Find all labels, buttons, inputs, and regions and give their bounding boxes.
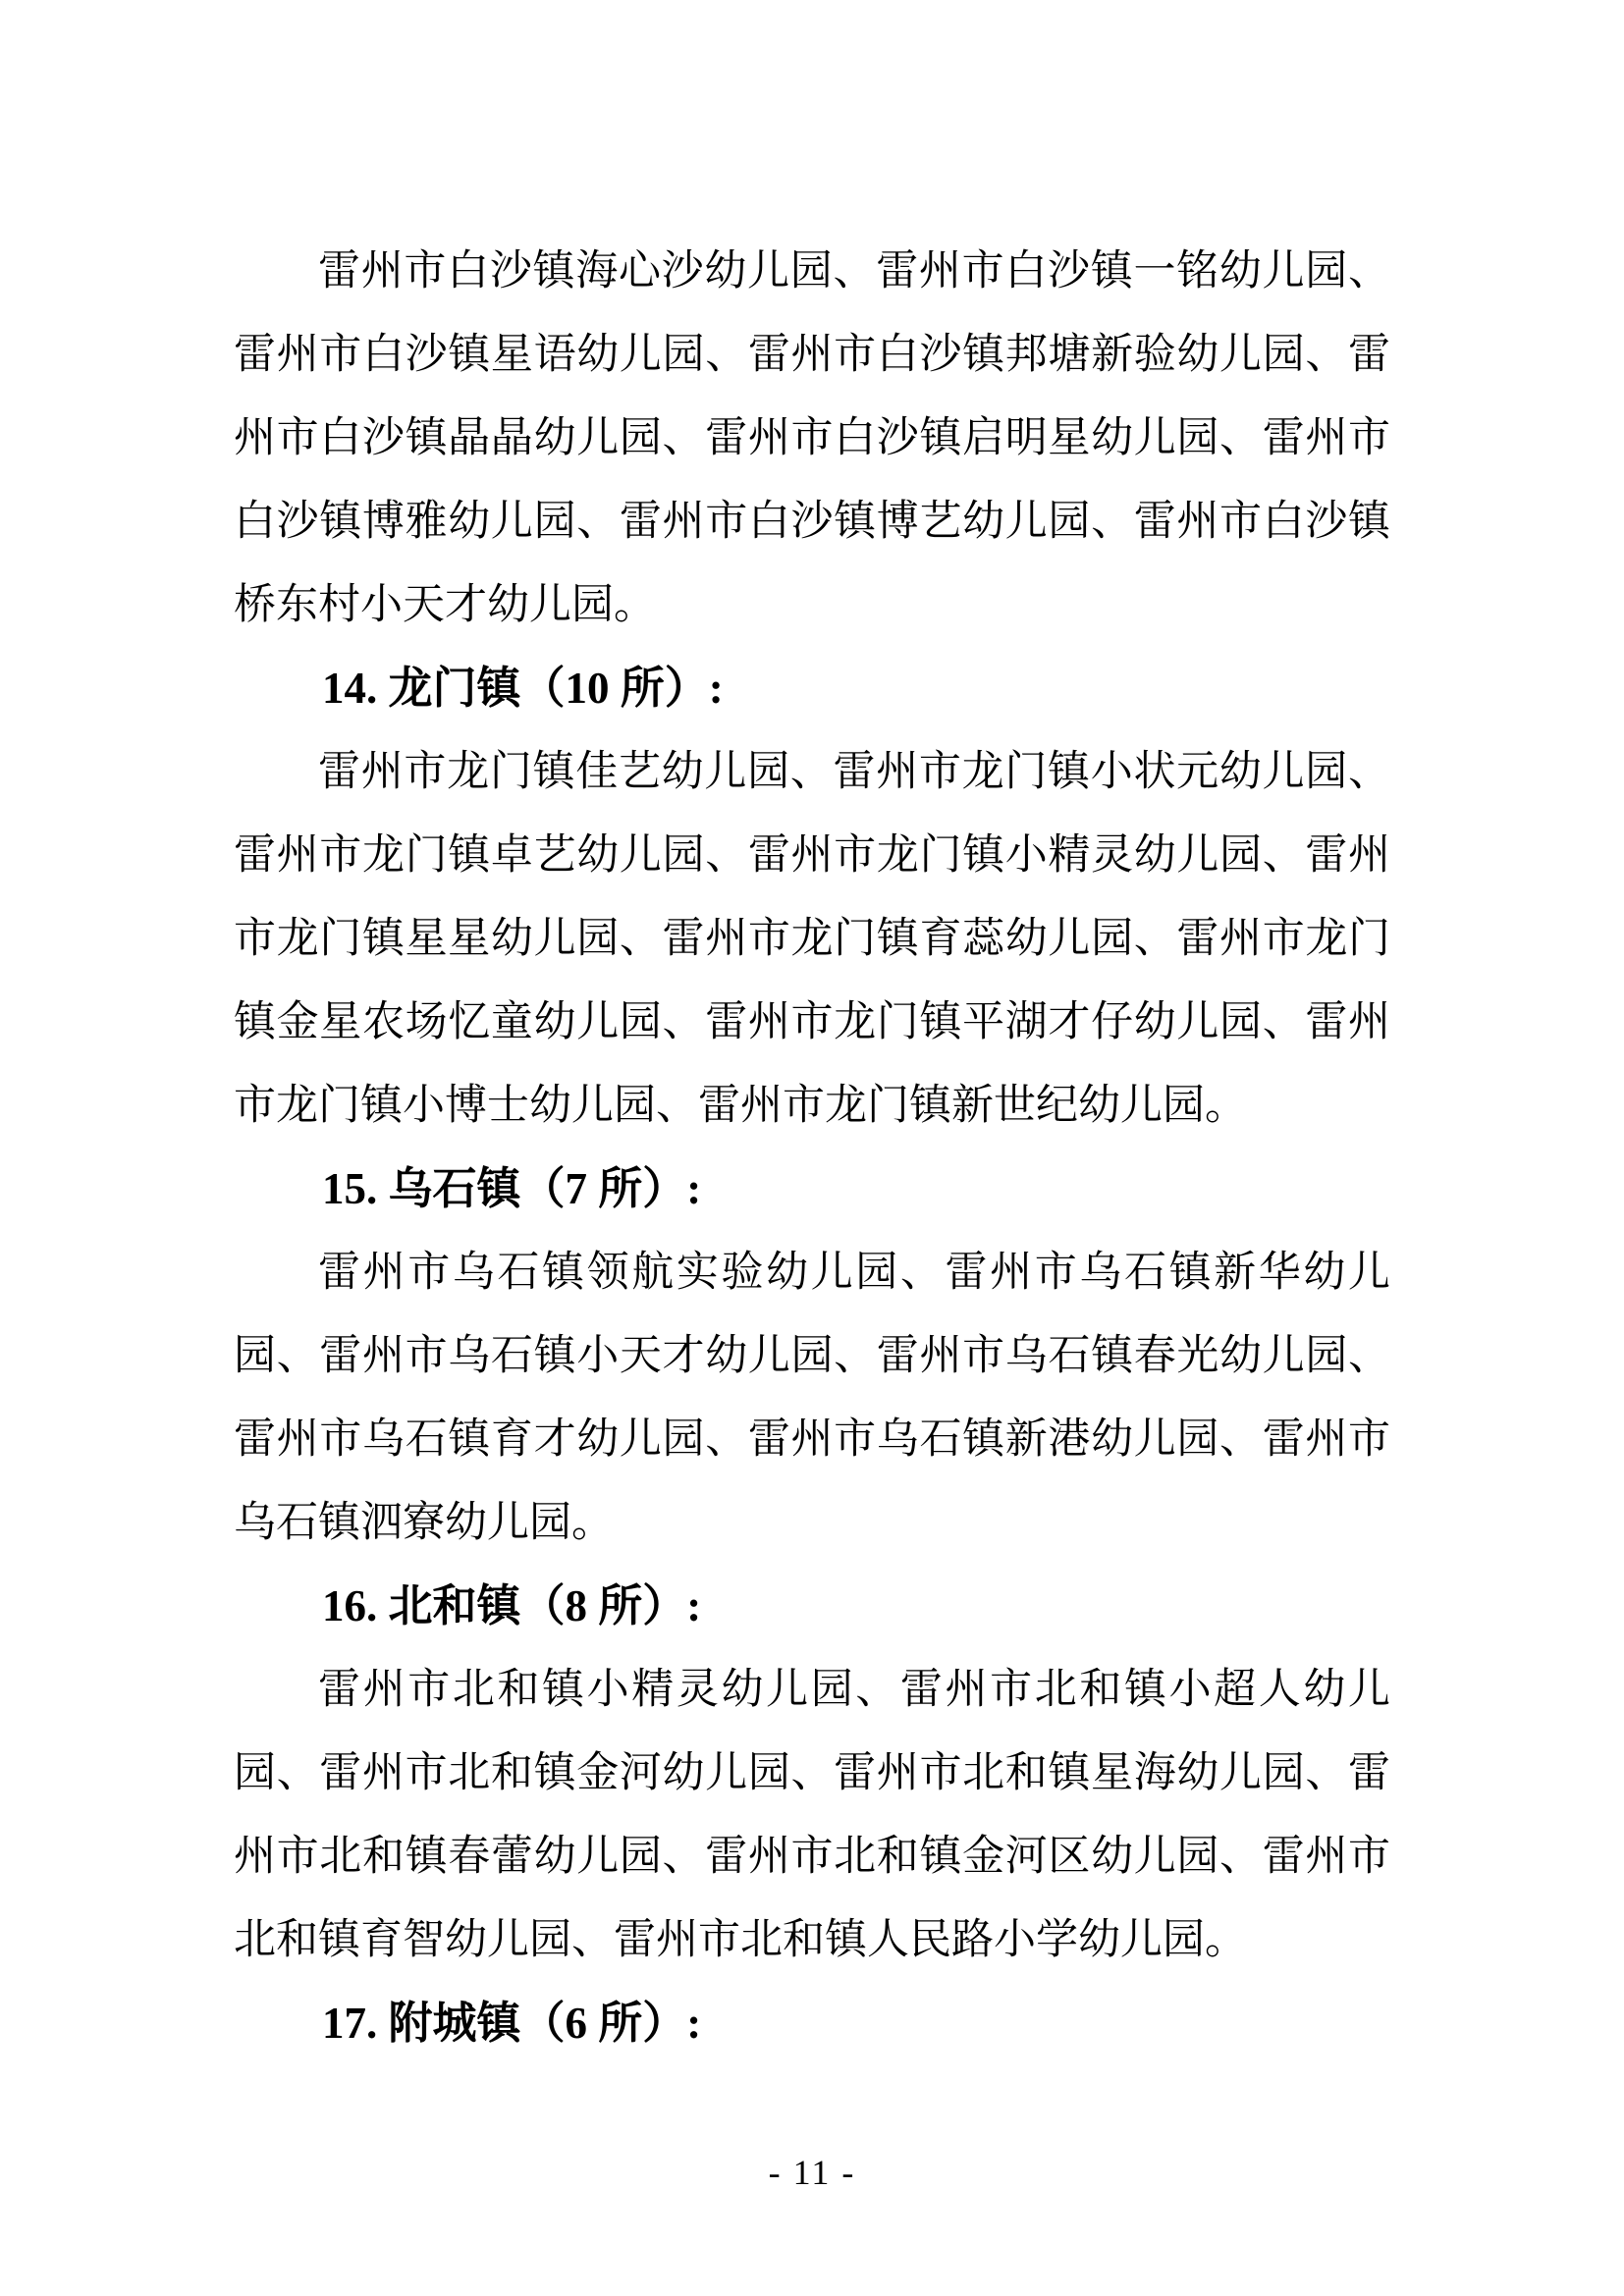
paragraph-longmen-line: 雷州市龙门镇佳艺幼儿园、雷州市龙门镇小状元幼儿园、 [318,749,1390,795]
paragraph-wushi-line: 雷州市乌石镇育才幼儿园、雷州市乌石镇新港幼儿园、雷州市 [234,1416,1390,1463]
paragraph-beihe-line: 北和镇育智幼儿园、雷州市北和镇人民路小学幼儿园。 [234,1917,1247,1963]
paragraph-baisha-line: 雷州市白沙镇星语幼儿园、雷州市白沙镇邦塘新验幼儿园、雷 [234,332,1390,378]
paragraph-longmen-line: 雷州市龙门镇卓艺幼儿园、雷州市龙门镇小精灵幼儿园、雷州 [234,832,1390,879]
section-heading-15: 15. 乌石镇（7 所）: [322,1164,702,1213]
paragraph-baisha-line: 雷州市白沙镇海心沙幼儿园、雷州市白沙镇一铭幼儿园、 [318,248,1390,294]
section-heading-14: 14. 龙门镇（10 所）: [322,664,724,713]
paragraph-wushi-line: 园、雷州市乌石镇小天才幼儿园、雷州市乌石镇春光幼儿园、 [234,1333,1390,1379]
paragraph-longmen-line: 市龙门镇星星幼儿园、雷州市龙门镇育蕊幼儿园、雷州市龙门 [234,916,1390,962]
paragraph-baisha-line: 白沙镇博雅幼儿园、雷州市白沙镇博艺幼儿园、雷州市白沙镇 [234,499,1390,545]
section-heading-17: 17. 附城镇（6 所）: [322,1999,702,2048]
paragraph-beihe-line: 园、雷州市北和镇金河幼儿园、雷州市北和镇星海幼儿园、雷 [234,1750,1390,1796]
paragraph-baisha-line: 桥东村小天才幼儿园。 [234,582,656,628]
paragraph-wushi-line: 乌石镇泗寮幼儿园。 [234,1500,614,1546]
paragraph-wushi-line: 雷州市乌石镇领航实验幼儿园、雷州市乌石镇新华幼儿 [318,1250,1390,1296]
paragraph-beihe-line: 州市北和镇春蕾幼儿园、雷州市北和镇金河区幼儿园、雷州市 [234,1834,1390,1880]
paragraph-longmen-line: 市龙门镇小博士幼儿园、雷州市龙门镇新世纪幼儿园。 [234,1083,1247,1129]
section-heading-16: 16. 北和镇（8 所）: [322,1581,702,1630]
paragraph-beihe-line: 雷州市北和镇小精灵幼儿园、雷州市北和镇小超人幼儿 [318,1667,1390,1713]
paragraph-baisha-line: 州市白沙镇晶晶幼儿园、雷州市白沙镇启明星幼儿园、雷州市 [234,415,1390,461]
paragraph-longmen-line: 镇金星农场忆童幼儿园、雷州市龙门镇平湖才仔幼儿园、雷州 [234,999,1390,1045]
document-body [234,230,1390,2065]
page-number: - 11 - [768,2153,856,2192]
